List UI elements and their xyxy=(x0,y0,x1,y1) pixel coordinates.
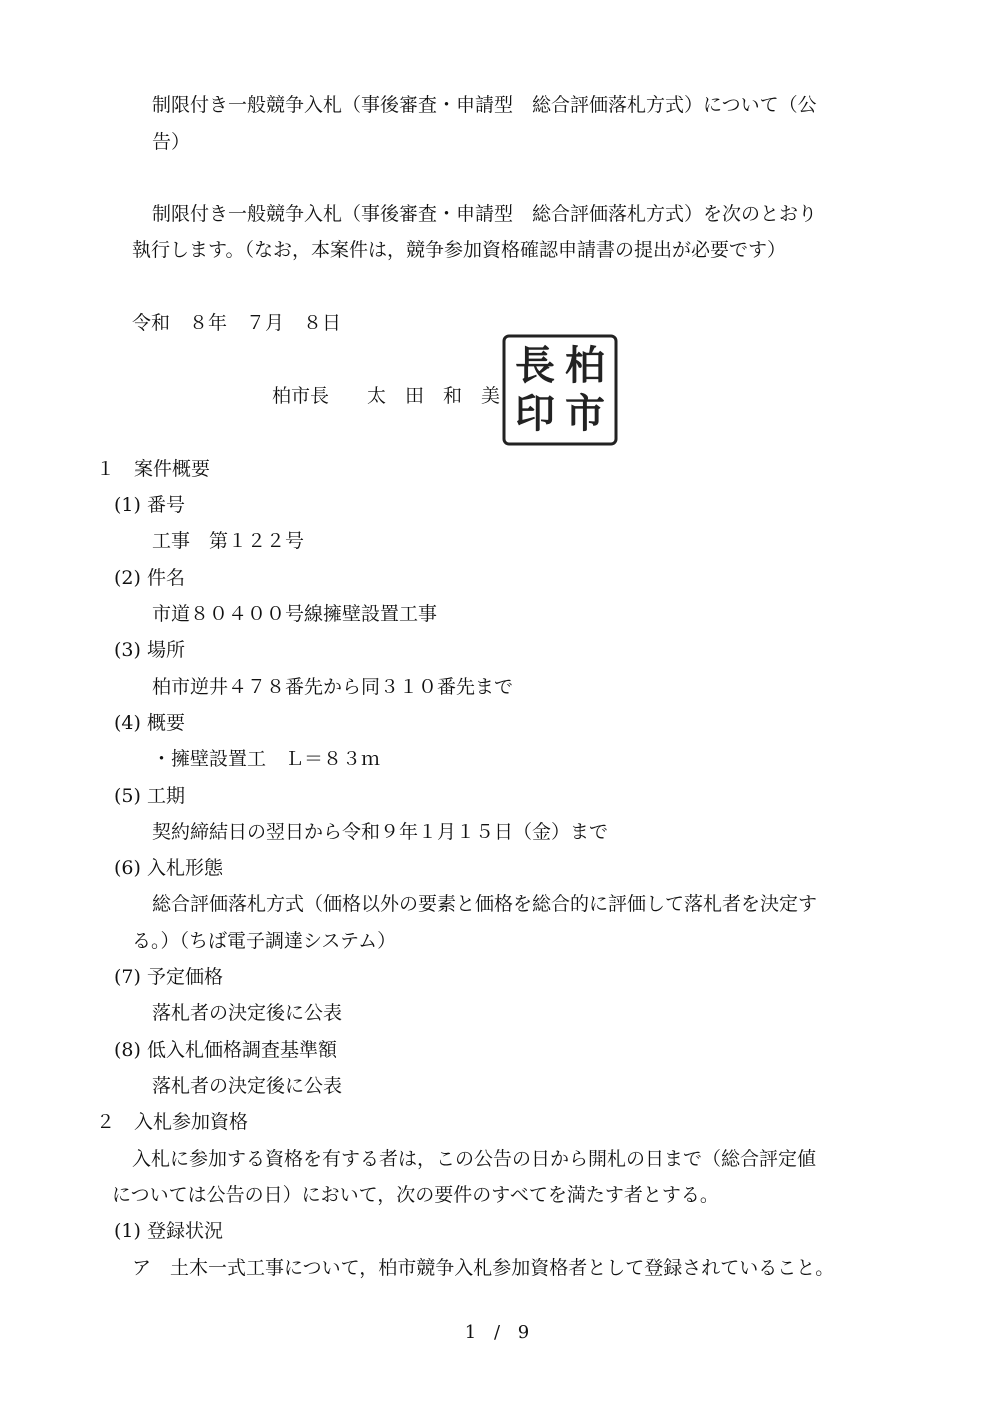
item-form-value-line1: 総合評価落札方式（価格以外の要素と価格を総合的に評価して落札者を決定す xyxy=(152,893,818,915)
section-2-para-line1: 入札に参加する資格を有する者は，この公告の日から開札の日まで（総合評定値 xyxy=(132,1148,817,1170)
page-number: 1 / 9 xyxy=(464,1322,536,1343)
item-period-label: (5) 工期 xyxy=(114,785,185,807)
notice-date: 令和 ８年 ７月 ８日 xyxy=(132,312,342,334)
item-number-label: (1) 番号 xyxy=(114,494,185,516)
seal-char-2: 柏 xyxy=(565,342,605,389)
official-seal xyxy=(502,334,618,446)
item-summary-value: ・擁壁設置工 Ｌ＝８３ｍ xyxy=(152,748,381,770)
item-price-value: 落札者の決定後に公表 xyxy=(152,1002,343,1024)
seal-char-3: 印 xyxy=(515,390,555,437)
item-form-value-line2: る。）（ちば電子調達システム） xyxy=(132,930,397,952)
item-lowbid-value: 落札者の決定後に公表 xyxy=(152,1075,343,1097)
section-2-para-line2: については公告の日）において，次の要件のすべてを満たす者とする。 xyxy=(112,1184,719,1206)
item-price-label: (7) 予定価格 xyxy=(114,966,223,988)
item-place-value: 柏市逆井４７８番先から同３１０番先まで xyxy=(152,676,514,698)
intro-line1: 制限付き一般競争入札（事後審査・申請型 総合評価落札方式）を次のとおり xyxy=(152,203,818,225)
section-1-heading: １ 案件概要 xyxy=(96,458,211,480)
notice-title-line2: 告） xyxy=(152,131,191,153)
item-form-label: (6) 入札形態 xyxy=(114,857,223,879)
seal-char-1: 長 xyxy=(515,342,555,389)
notice-title-line1: 制限付き一般競争入札（事後審査・申請型 総合評価落札方式）について（公 xyxy=(152,94,817,116)
item-name-value: 市道８０４００号線擁壁設置工事 xyxy=(152,603,438,625)
signer-name: 柏市長 太 田 和 美 xyxy=(272,385,501,407)
registration-item-a: ア 土木一式工事について，柏市競争入札参加資格者として登録されていること。 xyxy=(132,1257,835,1279)
item-place-label: (3) 場所 xyxy=(114,639,185,661)
item-period-value: 契約締結日の翌日から令和９年１月１５日（金）まで xyxy=(152,821,609,843)
item-summary-label: (4) 概要 xyxy=(114,712,185,734)
item-name-label: (2) 件名 xyxy=(114,567,185,589)
registration-label: (1) 登録状況 xyxy=(114,1220,223,1242)
item-lowbid-label: (8) 低入札価格調査基準額 xyxy=(114,1039,337,1061)
seal-char-4: 市 xyxy=(565,390,605,437)
section-2-heading: ２ 入札参加資格 xyxy=(96,1111,249,1133)
intro-line2: 執行します。（なお，本案件は，競争参加資格確認申請書の提出が必要です） xyxy=(132,239,786,261)
item-number-value: 工事 第１２２号 xyxy=(152,530,305,552)
